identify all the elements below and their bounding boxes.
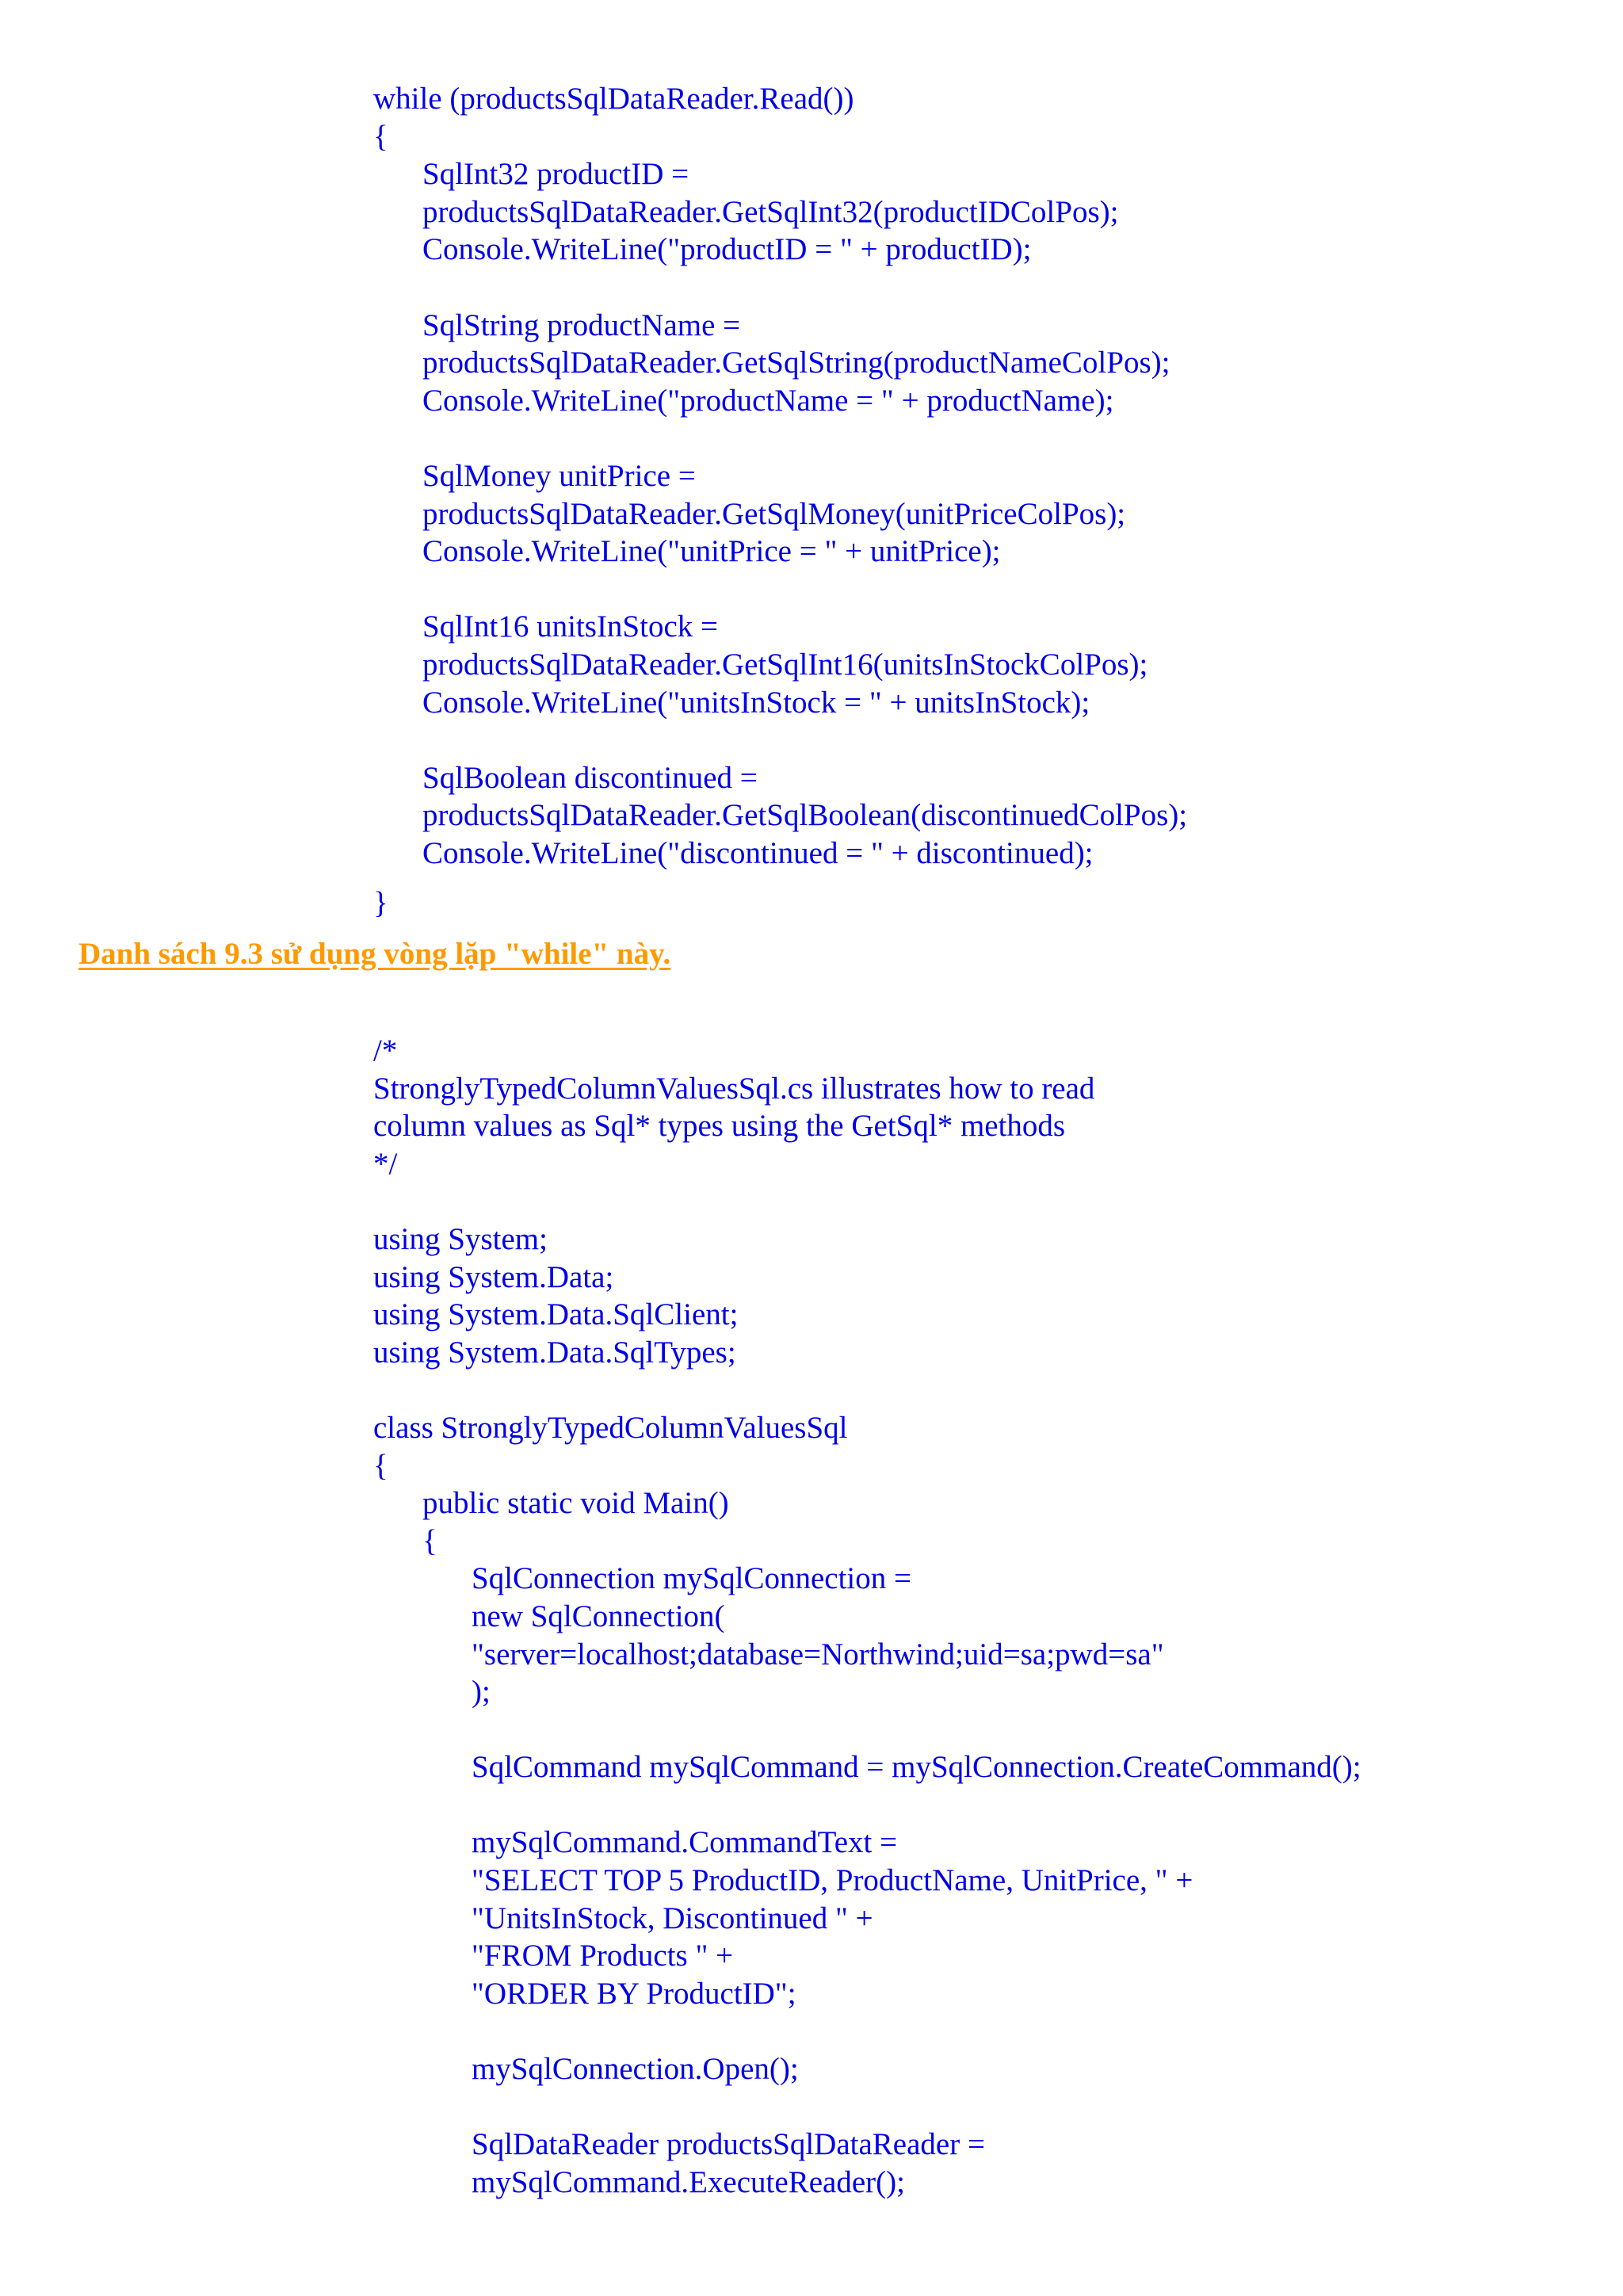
code-line: "FROM Products " + xyxy=(472,1939,734,1973)
code-line xyxy=(373,1371,1361,1409)
code-line: productsSqlDataReader.GetSqlBoolean(discontinuedColPos); xyxy=(422,798,1188,833)
code-line: productsSqlDataReader.GetSqlMoney(unitPriceColPos); xyxy=(422,496,1126,531)
code-line: mySqlCommand.CommandText = xyxy=(472,1825,898,1860)
code-line: StronglyTypedColumnValuesSql.cs illustrates how to read xyxy=(373,1071,1095,1106)
code-line: SqlConnection mySqlConnection = xyxy=(472,1561,911,1596)
code-listing-strongly-typed xyxy=(373,1032,1361,2201)
code-line: mySqlCommand.ExecuteReader(); xyxy=(472,2164,905,2199)
code-line xyxy=(373,1711,1361,1749)
code-line: SqlString productName = xyxy=(422,308,741,342)
closing-brace: } xyxy=(373,886,388,920)
code-line: using System.Data.SqlTypes; xyxy=(373,1335,736,1370)
code-line: SqlInt32 productID = xyxy=(422,157,689,192)
code-line xyxy=(373,571,1187,609)
code-line: "UnitsInStock, Discontinued " + xyxy=(472,1901,873,1935)
code-line: SqlInt16 unitsInStock = xyxy=(422,609,719,644)
code-line: "server=localhost;database=Northwind;uid=sa;pwd=sa" xyxy=(472,1637,1164,1671)
code-line: Console.WriteLine("productName = " + productName); xyxy=(422,383,1114,418)
code-line: Console.WriteLine("discontinued = " + discontinued); xyxy=(422,835,1094,870)
code-line: mySqlConnection.Open(); xyxy=(472,2052,799,2087)
listing-caption: Danh sách 9.3 sử dụng vòng lặp "while" này. xyxy=(78,937,671,971)
code-line: Console.WriteLine("productID = " + productID); xyxy=(422,232,1032,267)
code-line: ); xyxy=(472,1675,491,1710)
code-line: Console.WriteLine("unitPrice = " + unitPrice); xyxy=(422,534,1001,569)
code-line xyxy=(373,269,1187,307)
code-line: SqlMoney unitPrice = xyxy=(422,458,696,493)
code-line: class StronglyTypedColumnValuesSql xyxy=(373,1410,848,1445)
code-line: "SELECT TOP 5 ProductID, ProductName, UnitPrice, " + xyxy=(472,1863,1193,1898)
code-line: Console.WriteLine("unitsInStock = " + unitsInStock); xyxy=(422,685,1090,720)
code-line: SqlCommand mySqlCommand = mySqlConnection.CreateCommand(); xyxy=(472,1750,1361,1785)
code-line: { xyxy=(373,119,388,154)
code-line: "ORDER BY ProductID"; xyxy=(472,1976,796,2011)
code-line xyxy=(373,419,1187,457)
code-line xyxy=(373,721,1187,759)
code-line: using System.Data; xyxy=(373,1259,614,1294)
code-line: SqlDataReader productsSqlDataReader = xyxy=(472,2127,985,2162)
code-line: { xyxy=(422,1523,437,1558)
code-line: productsSqlDataReader.GetSqlString(productNameColPos); xyxy=(422,346,1170,380)
code-line: SqlBoolean discontinued = xyxy=(422,760,758,795)
code-line: productsSqlDataReader.GetSqlInt32(productIDColPos); xyxy=(422,194,1119,229)
code-line: using System; xyxy=(373,1221,548,1256)
code-line: productsSqlDataReader.GetSqlInt16(unitsInStockColPos); xyxy=(422,647,1148,682)
code-line: /* xyxy=(373,1033,398,1068)
code-line: using System.Data.SqlClient; xyxy=(373,1297,739,1332)
code-line: { xyxy=(373,1448,388,1483)
code-line: while (productsSqlDataReader.Read()) xyxy=(373,82,854,116)
code-line xyxy=(373,1182,1361,1221)
code-line: */ xyxy=(373,1146,398,1181)
code-line: public static void Main() xyxy=(422,1486,729,1521)
code-line: column values as Sql* types using the GetSql* methods xyxy=(373,1109,1066,1144)
code-line: new SqlConnection( xyxy=(472,1599,725,1633)
code-line xyxy=(373,2088,1361,2126)
code-listing-while-loop xyxy=(373,80,1187,872)
code-line xyxy=(373,1786,1361,1824)
code-line xyxy=(373,2012,1361,2050)
